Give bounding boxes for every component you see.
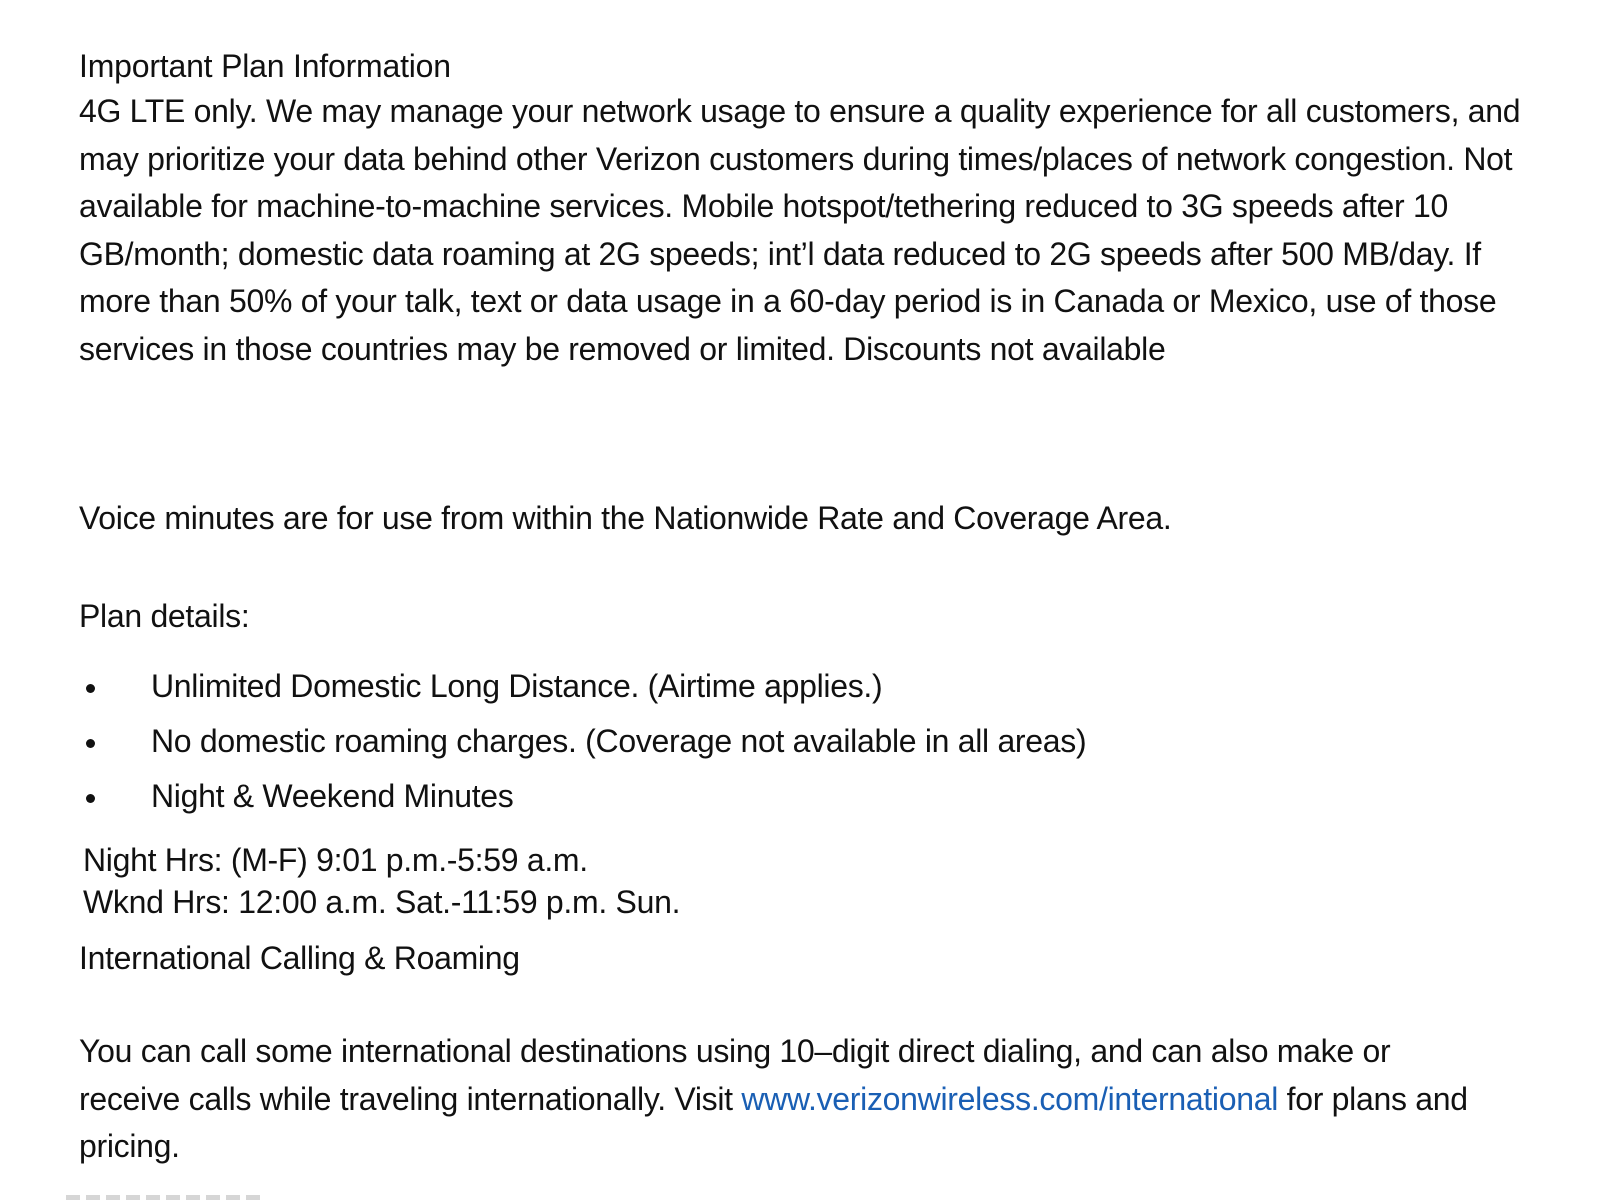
voice-minutes-note: Voice minutes are for use from within the Nationwide Rate and Coverage Area. [79,500,1172,536]
plan-detail-item-roaming [79,719,1086,774]
plan-detail-text: No domestic roaming charges. (Coverage not available in all areas) [151,723,1087,759]
night-weekend-hours [83,839,680,923]
plan-detail-item-long-distance [79,664,1086,719]
international-text-after-link: for plans and pricing. [79,1080,1468,1164]
weekend-hours-text: Wknd Hrs: 12:00 a.m. Sat.-11:59 p.m. Sun. [83,884,681,920]
plan-details-label: Plan details: [79,598,250,634]
important-plan-information-heading: Important Plan Information [79,48,451,84]
plan-detail-item-night-weekend [79,774,1086,829]
plan-details-list [79,664,1086,829]
international-calling-paragraph [79,1028,1499,1171]
plan-detail-text: Unlimited Domestic Long Distance. (Airtime applies.) [151,668,883,704]
international-calling-heading: International Calling & Roaming [79,940,520,976]
plan-information-document [79,44,1549,1164]
night-hours-text: Night Hrs: (M-F) 9:01 p.m.-5:59 a.m. [83,842,588,878]
plan-intro-paragraph: 4G LTE only. We may manage your network usage to ensure a quality experience for all customers, and may prioritize your data behind other Verizon customers during times/places of network congestion. Not available for machine-to-machine services. Mobile hotspot/tethering reduced to 3G speeds after 10 GB/month; domestic data roaming at 2G speeds; int’l data reduced to 2G speeds after 500 MB/day. If more than 50% of your talk, text or data usage in a 60-day period is in Canada or Mexico, use of those services in those countries may be removed or limited. Discounts not available [79,93,1521,367]
international-text-before-link: You can call some international destinations using 10–digit direct dialing, and can also make or receive calls while traveling internationally. Visit [79,1033,1391,1117]
plan-detail-text: Night & Weekend Minutes [151,778,514,814]
international-plans-link[interactable]: www.verizonwireless.com/international [741,1080,1279,1117]
cropped-text-fragment [66,1186,276,1200]
